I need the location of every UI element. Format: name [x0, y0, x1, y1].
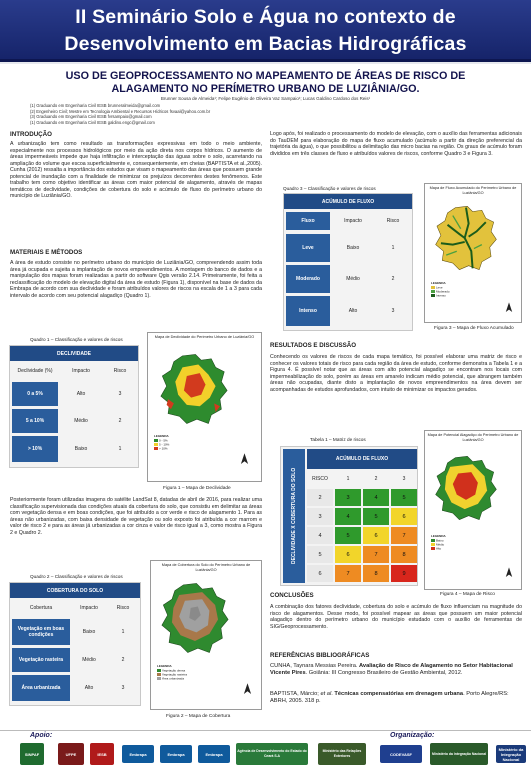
affiliation: (2) Engenheiro Civil; Mestre em Tecnologia Ambiental e Recursos Hídricos fsvaal@yahoo.com.br — [30, 108, 211, 114]
event-banner — [0, 0, 531, 62]
north-arrow-icon — [505, 302, 513, 314]
banner-line-1: II Seminário Solo e Água no contexto de — [75, 6, 456, 28]
tabela1-cell: 7 — [391, 527, 417, 544]
logo-mre: Ministério das Relações Exteriores — [318, 743, 366, 765]
quadro3-table — [283, 193, 413, 331]
quadro3-cell: 2 — [391, 276, 395, 282]
ref-author: BAPTISTA, Márcio; — [270, 691, 321, 697]
quadro2-row-label: Área urbanizada — [12, 675, 70, 701]
legend-swatch — [154, 443, 158, 446]
legend-title: LEGENDA — [431, 534, 446, 538]
tabela1-col-head: 1 — [346, 476, 350, 482]
quadro3-cell: 1 — [391, 245, 395, 251]
tabela1-cell: 6 — [335, 546, 361, 563]
quadro1-table — [9, 345, 139, 468]
organizacao-label: Organização: — [390, 732, 435, 739]
logo-embrapa: Embrapa — [198, 745, 230, 763]
legend-title: LEGENDA — [157, 664, 172, 668]
results-text: Conhecendo os valores de riscos de cada mapa temático, foi possível elaborar uma matriz de risco e conhecer os valores totais de risco para cada região da área de estudo, conforme demonstra a Tabela 1 e a Figura 4. É possível notar que as áreas com alto potencial alagadiço se encontram nos locais com impermeabilização do solo, porém as áreas em amarelo indicam médio potencial, que abrangem também áreas não ocupadas, diante disto a implantação de novos empreendimentos na área devem ser acompanhadas de estudos aprofundados, com intuito de minimizar os impactos gerados. — [270, 354, 522, 393]
quadro1-cell: Alto — [76, 391, 86, 397]
ref-source: . Goiânia: III Congresso Brasileiro de Gestão Ambiental, 2012. — [305, 670, 463, 676]
legend-title: LEGENDA — [431, 281, 446, 285]
quadro1-cell: 2 — [118, 418, 122, 424]
logo-codevasf: CODEVASF — [380, 745, 422, 763]
legend-label: > 10% — [159, 446, 168, 451]
legend-label: Baixo — [436, 538, 444, 543]
tabela1-cell: 9 — [391, 565, 417, 582]
legend-entry — [154, 447, 169, 451]
sponsors-footer — [0, 730, 531, 768]
tabela1-cell: 8 — [363, 565, 389, 582]
authors: Brunner Sousa de Almeida¹; Felipe Eugênio de Oliveira Vaz Sampaio¹; Lucas Galdino Cardoso dos Reis¹ — [160, 96, 371, 101]
ref-author: CUNHA, Taynara Messias Pereira. — [270, 663, 360, 669]
quadro1-row-label: 5 a 10% — [12, 409, 58, 433]
legend-swatch — [431, 286, 435, 289]
quadro3-col-head: Fluxo — [286, 212, 330, 230]
quadro2-header: COBERTURA DO SOLO — [10, 583, 140, 598]
legend-label: Médio — [436, 542, 445, 547]
quadro1-col-head: Risco — [113, 368, 127, 374]
quadro3-cell: Baixo — [346, 245, 360, 251]
reference-1 — [270, 663, 522, 677]
quadro2-table — [9, 582, 141, 706]
logo-brasil: Ministério da Integração Nacional — [496, 745, 526, 763]
logo-adece: Agência de Desenvolvimento do Estado do Ceará S.A — [236, 743, 308, 765]
reference-2 — [270, 691, 522, 705]
quadro2-cell: Médio — [82, 657, 96, 663]
poster-title — [10, 70, 521, 95]
legend-label: Vegetação rasteira — [162, 672, 188, 677]
figure4-map-title: Mapa de Potencial Alagadiço do Perímetro Urbano de Luziânia/GO — [427, 433, 519, 442]
tabela1-side-label: DECLIVIDADE X COBERTURA DO SOLO — [283, 449, 305, 583]
north-arrow-icon — [240, 453, 249, 466]
conclusion-text: A combinação dos fatores declividade, cobertura do solo e acúmulo de fluxo influenciam na magnitude do risco de alagamentos. Desse modo, foi possível mapear as áreas que possuem um maior potencial alagadiço dentro do perímetro urbano do município estudado com o auxílio de ferramentas de SIG/Geoprocessamento. — [270, 604, 522, 630]
quadro2-row-label: Vegetação rasteira — [12, 648, 70, 672]
quadro2-cell: 1 — [121, 629, 125, 635]
refs-heading: REFERÊNCIAS BIBLIOGRÁFICAS — [270, 652, 370, 659]
quadro1-col-head: Impacto — [72, 368, 90, 374]
quadro3-row-label: Leve — [286, 234, 330, 262]
figure3-legend — [431, 282, 450, 298]
methods-heading: MATERIAIS E MÉTODOS — [10, 249, 83, 256]
methods-text-3: Logo após, foi realizado o processamento do modelo de elevação, com o auxílio das ferramentas adicionais do TauDEM para elaboração do mapa de fluxo acumulado (acúmulo a partir da direção preferencial da trajetória da água), o que possibilitou a delimitação das micro bacias na região. Os graus de acúmulo foram divididos em três classes de fluxo e atribuídos valores de riscos, conforme Quadro 3 e Figura 3. — [270, 131, 522, 157]
tabela1-cell: 6 — [363, 527, 389, 544]
legend-label: Área urbanizada — [162, 676, 185, 681]
methods-text-2: Posteriormente foram utilizadas imagens do satélite LandSat 8, datadas de abril de 2016, para realizar uma classificação supervisionada das condições atuais da cobertura do solo, que consistiu em delimitar as áreas com vegetação densa e em boas condições, que foi atribuído a cor verde e risco de alagamento 1. Para as áreas não urbanizadas, com baixa densidade de vegetação ou solo exposto foi atribuída a cor marrom e valor de risco 2 e para as áreas já urbanizadas a cor cinza e valor de risco igual a 3, como mostra a Figura 2 e Quadro 2. — [10, 497, 262, 536]
quadro2-cell: Alto — [84, 685, 94, 691]
quadro3-header: ACÚMULO DE FLUXO — [284, 194, 412, 209]
ref-title: Avaliação de Risco de Alagamento no Setor Habitacional Vicente Pires — [270, 663, 513, 676]
quadro1-caption: Quadro 1 – Classificação e valores de riscos — [30, 337, 123, 342]
tabela1-cell: 5 — [335, 527, 361, 544]
affiliation: (1) Graduando em Engenharia Civil IESB brunneralmeida@gmail.com — [30, 103, 161, 108]
figure4-map — [424, 430, 522, 590]
legend-swatch — [431, 539, 435, 542]
apoio-label: Apoio: — [30, 732, 53, 739]
legend-entry — [157, 677, 187, 681]
tabela1-row-key: 3 — [307, 508, 333, 525]
legend-title: LEGENDA — [154, 434, 169, 438]
tabela1-row-key: 4 — [307, 527, 333, 544]
banner-line-2: Desenvolvimento em Bacias Hidrográficas — [64, 33, 467, 55]
quadro1-row-label: > 10% — [12, 436, 58, 462]
tabela1-cell: 4 — [363, 489, 389, 506]
tabela1-cell: 5 — [391, 489, 417, 506]
legend-entry — [431, 294, 450, 298]
logo-ministerio-integracao: Ministério da Integração Nacional — [430, 743, 488, 765]
quadro1-header: DECLIVIDADE — [10, 346, 138, 361]
quadro2-cell: 2 — [121, 657, 125, 663]
tabela1-cell: 7 — [335, 565, 361, 582]
quadro3-cell: Alto — [348, 308, 358, 314]
title-line-1: USO DE GEOPROCESSAMENTO NO MAPEAMENTO DE ÁREAS DE RISCO DE — [65, 70, 466, 82]
quadro3-col-head: Impacto — [344, 218, 362, 224]
legend-label: 0 - 5% — [159, 438, 168, 443]
ref-sep: . — [331, 691, 335, 697]
tabela1-corner-label: RISCO — [312, 476, 328, 482]
conclusion-heading: CONCLUSÕES — [270, 592, 314, 599]
logo-sinpaf: SINPAF — [20, 743, 44, 765]
legend-swatch — [431, 543, 435, 546]
legend-label: 5 - 10% — [159, 442, 170, 447]
tabela1-row-key: 2 — [307, 489, 333, 506]
intro-heading: INTRODUÇÃO — [10, 131, 52, 138]
figure4-caption: Figura 4 – Mapa de Risco — [440, 592, 495, 597]
tabela1-caption: Tabela 1 – Matriz de riscos — [310, 437, 366, 442]
legend-label: Alto — [436, 546, 442, 551]
quadro2-col-head: Cobertura — [29, 605, 53, 611]
ref-title: Técnicas compensatórias em drenagem urbana — [334, 691, 464, 697]
ref-source: . Porto Alegre/RS: ABRH, 2005. 318 p. — [270, 691, 509, 704]
figure3-map — [424, 183, 522, 323]
figure1-map-shape — [158, 349, 230, 429]
legend-label: Vegetação densa — [162, 668, 186, 673]
tabela1-col-head: 2 — [374, 476, 378, 482]
legend-swatch — [157, 673, 161, 676]
tabela1-row-key: 5 — [307, 546, 333, 563]
legend-entry — [431, 547, 446, 551]
quadro3-row-label: Intenso — [286, 296, 330, 326]
figure3-map-title: Mapa de Fluxo Acumulado do Perímetro Urbano de Luziânia/GO — [429, 186, 517, 195]
quadro3-cell: Médio — [346, 276, 360, 282]
tabela1-cell: 5 — [363, 508, 389, 525]
logo-embrapa: Embrapa — [160, 745, 192, 763]
figure4-map-shape — [433, 447, 499, 529]
title-line-2: ALAGAMENTO NO PERÍMETRO URBANO DE LUZIÂNIA/GO. — [111, 82, 420, 95]
quadro2-col-head: Impacto — [80, 605, 98, 611]
affiliation: (1) Graduando em Engenharia Civil IESB galdino.engc@gmail.com — [30, 119, 155, 125]
figure1-map-title: Mapa de Declividade do Perímetro Urbano de Luziânia/GO — [154, 335, 255, 339]
affiliations — [30, 103, 380, 125]
figure1-map — [147, 332, 262, 482]
results-heading: RESULTADOS E DISCUSSÃO — [270, 342, 357, 349]
tabela1-cell: 6 — [391, 508, 417, 525]
quadro3-col-head: Risco — [386, 218, 400, 224]
figure1-legend — [154, 435, 169, 451]
ref-etal: et al — [320, 691, 332, 697]
legend-swatch — [157, 669, 161, 672]
figure2-caption: Figura 2 – Mapa de Cobertura — [166, 714, 231, 719]
legend-label: Leve — [436, 285, 443, 290]
legend-swatch — [157, 677, 161, 680]
legend-swatch — [431, 290, 435, 293]
quadro1-cell: 1 — [118, 446, 122, 452]
legend-swatch — [154, 447, 158, 450]
figure2-map-shape — [159, 577, 231, 659]
logo-embrapa: Embrapa — [122, 745, 154, 763]
quadro1-cell: 3 — [118, 391, 122, 397]
figure3-caption: Figura 3 – Mapa de Fluxo Acumulado — [434, 326, 514, 331]
quadro3-row-label: Moderado — [286, 265, 330, 293]
figure2-legend — [157, 665, 187, 681]
tabela1-cell: 7 — [363, 546, 389, 563]
quadro2-cell: Baixo — [82, 629, 96, 635]
affiliation: (3) Graduando em Engenharia Civil IESB fvrsampaio@gmail.com — [30, 114, 152, 120]
legend-label: Intenso — [436, 293, 446, 298]
quadro1-row-label: 0 a 5% — [12, 382, 58, 406]
intro-text: A urbanização tem como resultado as transformações expressivas em todo o meio ambiente, especialmente nos processos hidrológicos por meio da ação direta nos corpos hídricos. O aumento de áreas impermeáveis impede que haja infiltração e interceptação das águas sobre o solo, acarretando na ampliação do volume que escoa superficialmente e, consequentemente, em cheias (BAPTISTA et al.,2005). Cunha (2012) ressalta a importância dos estudos que visam o mapeamento das áreas que possuem grande potencial de inundação com a finalidade de minimizar os prejuízos decorrentes destes fenômenos. Este trabalho tem como objetivo identificar as áreas com maior potencial de alagamento, através de mapas temáticos de declividade, condições de cobertura do solo e acúmulo de fluxo do perímetro urbano do município de Luziânia/GO. — [10, 141, 262, 199]
methods-text-1: A área de estudo consiste no perímetro urbano do município de Luziânia/GO, compreendendo assim toda área já ocupada e sujeita a implantação de novos empreendimentos. A montagem do banco de dados e a manipulação dos mapas foram realizadas a partir do software Qgis versão 2.14. Primeiramente, foi feita a reclassificação do modelo de elevação digital da área de estudo (Figura 1), disponível na base de dados da Embrapa de acordo com sua declividade e foram atribuídos valores de riscos na escala de 1 a 3 para cada intervalo de acordo com seu potencial alagadiço (Quadro 1). — [10, 260, 262, 299]
legend-swatch — [431, 294, 435, 297]
quadro1-cell: Baixo — [74, 446, 88, 452]
legend-swatch — [154, 439, 158, 442]
figure4-legend — [431, 535, 446, 551]
quadro2-col-head: Risco — [116, 605, 130, 611]
quadro1-col-head: Declividade (%) — [17, 368, 53, 374]
figure3-map-shape — [433, 200, 499, 276]
figure2-map-title: Mapa de Cobertura do Solo do Perímetro Urbano de Luziânia/GO — [161, 563, 251, 572]
quadro3-caption: Quadro 3 – Classificação e valores de riscos — [283, 186, 376, 191]
quadro2-row-label: Vegetação em boas condições — [12, 619, 70, 645]
figure1-caption: Figura 1 – Mapa de Declividade — [163, 486, 231, 491]
tabela1-header: ACÚMULO DE FLUXO — [307, 449, 417, 469]
quadro3-cell: 3 — [391, 308, 395, 314]
tabela1-col-head: 3 — [402, 476, 406, 482]
north-arrow-icon — [243, 683, 252, 696]
tabela1-matrix — [280, 446, 418, 586]
tabela1-cell: 8 — [391, 546, 417, 563]
tabela1-row-key: 6 — [307, 565, 333, 582]
logo-iesb: IESB — [90, 743, 114, 765]
quadro1-cell: Médio — [74, 418, 88, 424]
quadro2-cell: 3 — [121, 685, 125, 691]
legend-swatch — [431, 547, 435, 550]
tabela1-cell: 3 — [335, 489, 361, 506]
north-arrow-icon — [505, 567, 513, 579]
legend-label: Moderado — [436, 289, 450, 294]
tabela1-cell: 4 — [335, 508, 361, 525]
logo-ufpe: UFPE — [58, 743, 84, 765]
quadro2-caption: Quadro 2 – Classificação e valores de riscos — [30, 574, 123, 579]
figure2-map — [150, 560, 262, 710]
